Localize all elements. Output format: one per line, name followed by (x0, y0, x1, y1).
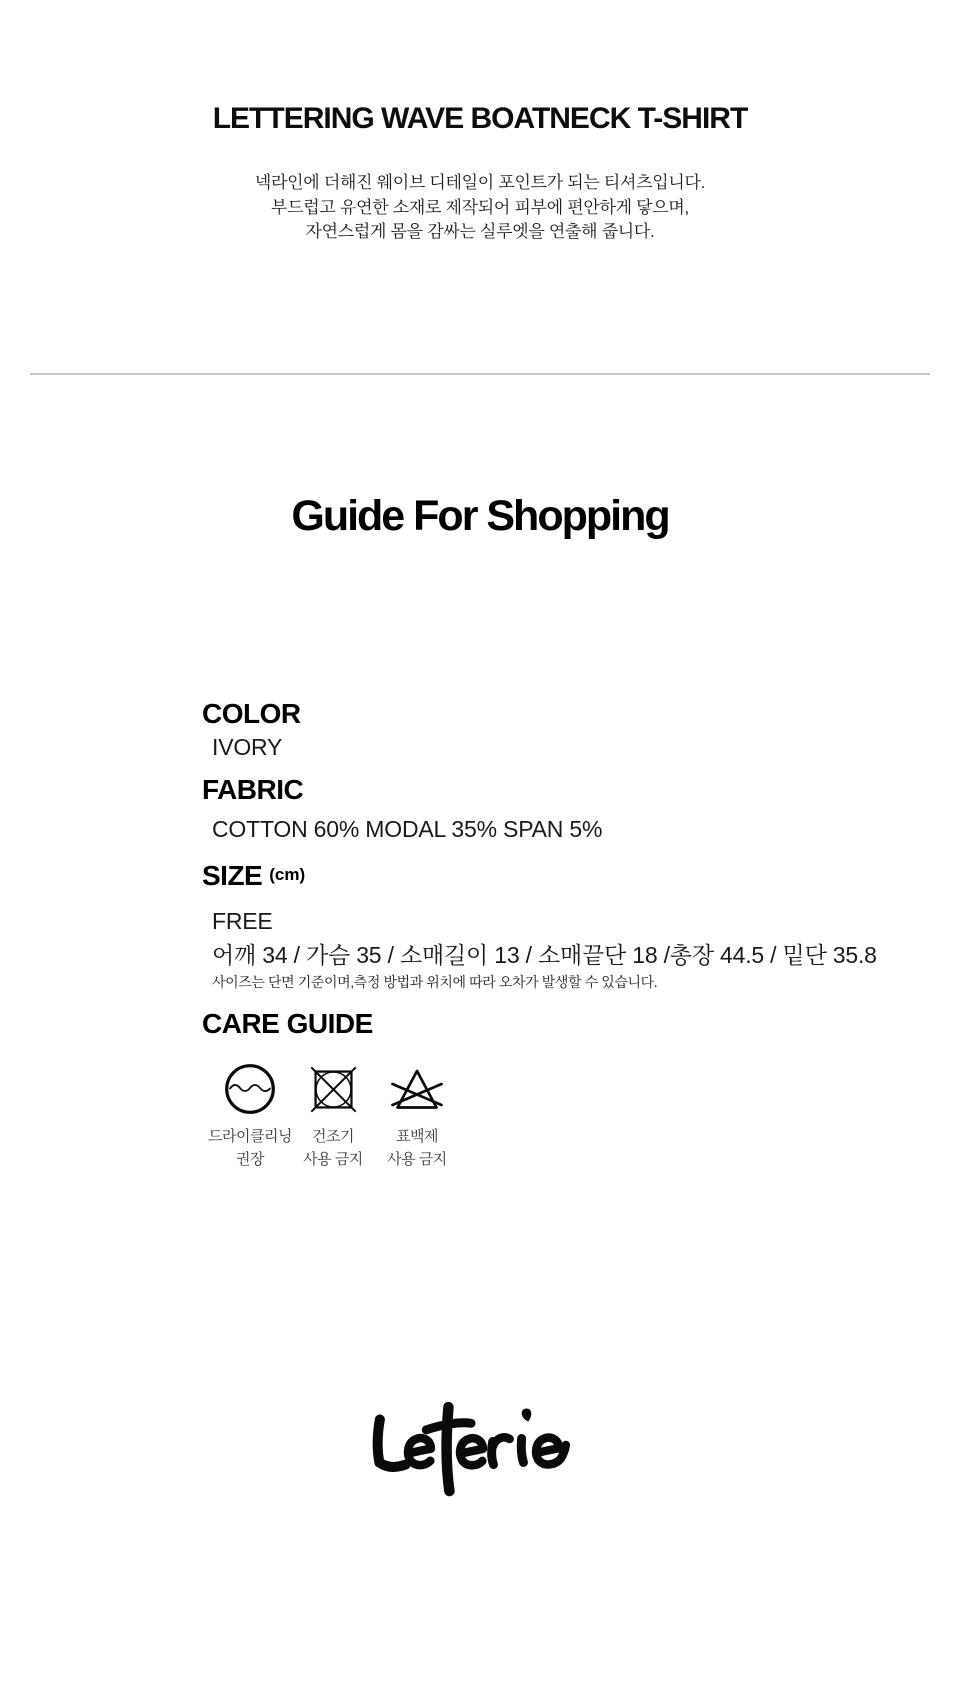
size-section-heading (202, 862, 305, 890)
fabric-value: COTTON 60% MODAL 35% SPAN 5% (212, 816, 603, 842)
product-title: LETTERING WAVE BOATNECK T-SHIRT (212, 102, 748, 135)
brand-logo (365, 1402, 595, 1497)
product-description (0, 171, 960, 245)
care-item-label: 건조기 사용 금지 (303, 1128, 363, 1168)
guide-for-shopping-heading: Guide For Shopping (291, 492, 669, 540)
care-item-no-bleach (357, 1060, 477, 1171)
care-item-label: 드라이클리닝 권장 (208, 1128, 292, 1168)
size-measurements: 어깨 34 / 가슴 35 / 소매길이 13 / 소매끝단 18 /총장 44.5 / 밑단 35.8 (212, 942, 877, 968)
size-section-label: SIZE (202, 860, 263, 891)
brand-logo-icon (365, 1402, 595, 1497)
product-description-line: 넥라인에 더해진 웨이브 디테일이 포인트가 되는 티셔츠입니다. (254, 173, 706, 192)
care-guide-section-heading: CARE GUIDE (202, 1008, 373, 1039)
product-description-line: 부드럽고 유연한 소재로 제작되어 피부에 편안하게 닿으며, (271, 197, 689, 217)
color-section-heading: COLOR (202, 698, 301, 729)
section-divider (30, 373, 930, 375)
no-tumble-dry-icon (308, 1064, 359, 1115)
fabric-section-heading: FABRIC (202, 774, 304, 805)
size-note: 사이즈는 단면 기준이며,측정 방법과 위치에 따라 오차가 발생할 수 있습니다. (212, 974, 658, 990)
size-unit-label: (cm) (269, 865, 306, 884)
dry-clean-icon (223, 1062, 277, 1116)
size-value: FREE (212, 908, 273, 934)
color-value: IVORY (212, 734, 283, 760)
no-bleach-icon (390, 1062, 444, 1116)
product-description-line: 자연스럽게 몸을 감싸는 실루엣을 연출해 줍니다. (305, 222, 655, 241)
care-item-label: 표백제 사용 금지 (387, 1128, 447, 1168)
